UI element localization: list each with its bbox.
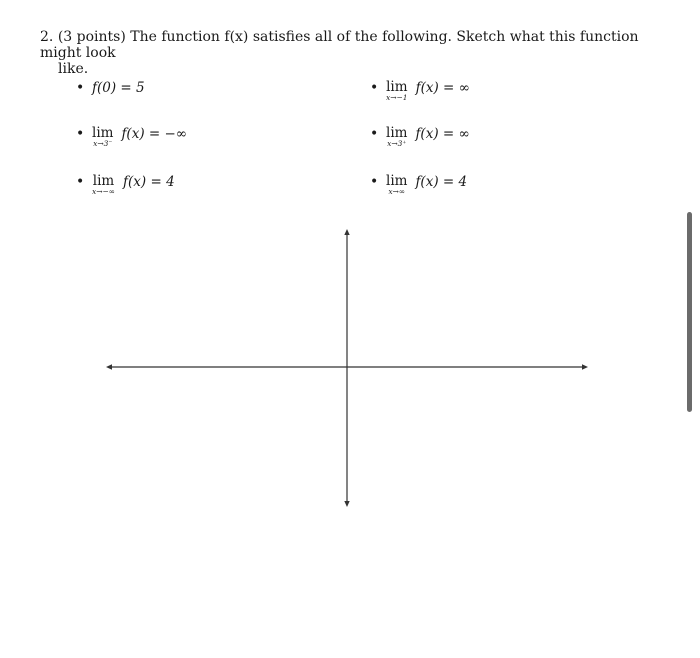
limit-operator bbox=[386, 174, 407, 196]
limit-subscript: x→3⁺ bbox=[387, 139, 407, 148]
limit-subscript: x→∞ bbox=[388, 187, 406, 196]
limit-subscript: x→−∞ bbox=[92, 187, 116, 196]
lim-word: lim bbox=[92, 125, 114, 141]
question-text: (3 points) The function f(x) satisfies all of the following. Sketch what this function might look bbox=[40, 29, 639, 61]
lim-word: lim bbox=[386, 79, 408, 95]
limit-operator bbox=[92, 126, 113, 148]
bullet: • bbox=[76, 126, 85, 142]
limit-operator bbox=[386, 80, 408, 102]
bullet: • bbox=[370, 174, 379, 190]
condition-limit-x-to-3-plus bbox=[370, 126, 470, 148]
condition-expression: f(x) = 4 bbox=[123, 174, 175, 190]
lim-word: lim bbox=[92, 173, 115, 189]
condition-expression: f(0) = 5 bbox=[92, 80, 145, 96]
question-text-continued: like. bbox=[58, 61, 89, 77]
condition-limit-x-to-neg1 bbox=[370, 80, 470, 102]
question-number: 2. bbox=[40, 29, 54, 45]
lim-word: lim bbox=[386, 173, 408, 189]
bullet: • bbox=[370, 126, 379, 142]
x-axis-right-arrow bbox=[582, 364, 588, 369]
limit-operator bbox=[386, 126, 407, 148]
bullet: • bbox=[76, 80, 85, 96]
condition-expression: f(x) = ∞ bbox=[415, 126, 470, 142]
bullet: • bbox=[370, 80, 379, 96]
condition-limit-x-to-infinity bbox=[370, 174, 467, 196]
vertical-scrollbar-thumb[interactable] bbox=[687, 212, 692, 412]
condition-limit-x-to-3-minus bbox=[76, 126, 187, 148]
condition-expression: f(x) = ∞ bbox=[415, 80, 470, 96]
condition-expression: f(x) = 4 bbox=[415, 174, 468, 190]
condition-expression: f(x) = −∞ bbox=[121, 126, 188, 142]
condition-f-of-0 bbox=[76, 80, 145, 96]
lim-word: lim bbox=[386, 125, 408, 141]
y-axis-up-arrow bbox=[344, 229, 349, 235]
y-axis-down-arrow bbox=[344, 501, 349, 507]
question-prompt bbox=[40, 29, 650, 77]
limit-subscript: x→−1 bbox=[386, 93, 408, 102]
condition-limit-x-to-neg-infinity bbox=[76, 174, 175, 196]
limit-subscript: x→3⁻ bbox=[93, 139, 113, 148]
limit-operator bbox=[92, 174, 115, 196]
bullet: • bbox=[76, 174, 85, 190]
x-axis-left-arrow bbox=[106, 364, 112, 369]
